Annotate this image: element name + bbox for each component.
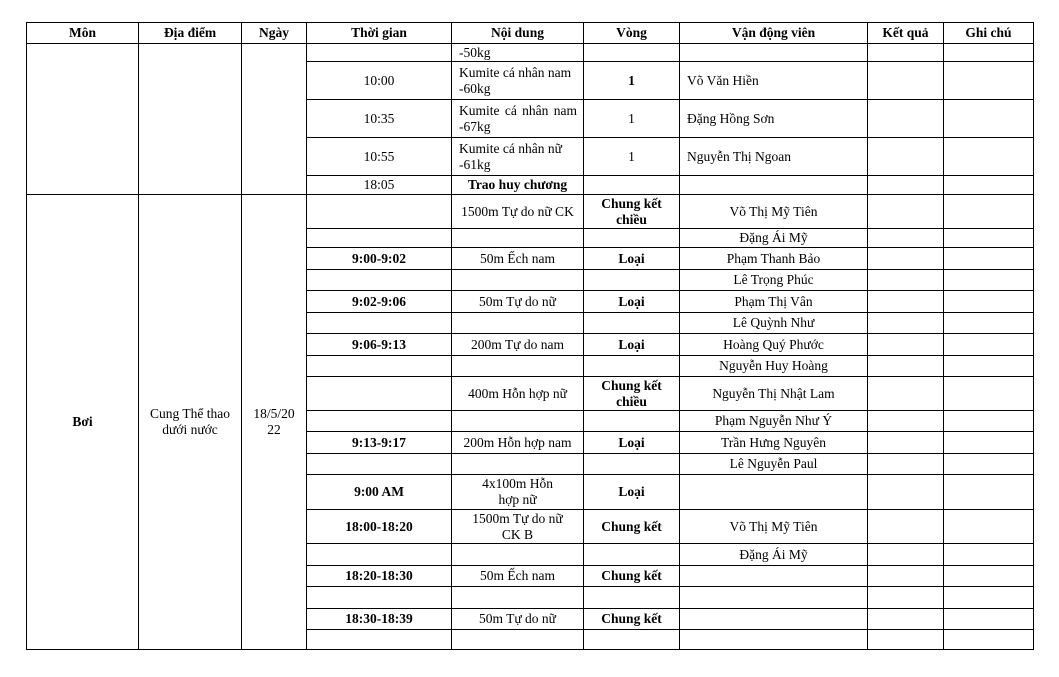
round-cell	[584, 44, 680, 62]
result-cell	[868, 454, 944, 475]
round-cell: 1	[584, 100, 680, 138]
result-cell	[868, 475, 944, 510]
col-header-content: Nội dung	[452, 23, 584, 44]
table-row	[27, 195, 1034, 229]
time-cell	[307, 270, 452, 291]
note-cell	[944, 100, 1034, 138]
content-cell: 400m Hỗn hợp nữ	[452, 377, 584, 411]
note-cell	[944, 270, 1034, 291]
time-cell: 9:06-9:13	[307, 334, 452, 356]
result-cell	[868, 630, 944, 650]
result-cell	[868, 544, 944, 566]
note-cell	[944, 334, 1034, 356]
result-cell	[868, 432, 944, 454]
athlete-cell: Lê Nguyễn Paul	[680, 454, 868, 475]
date-cell-karate	[242, 44, 307, 195]
result-cell	[868, 587, 944, 609]
content-cell	[452, 587, 584, 609]
athlete-cell: Đặng Ái Mỹ	[680, 544, 868, 566]
athlete-cell	[680, 587, 868, 609]
athlete-cell: Lê Quỳnh Như	[680, 313, 868, 334]
sport-cell-karate	[27, 44, 139, 195]
content-cell	[452, 356, 584, 377]
round-cell: Loại	[584, 291, 680, 313]
content-cell: -50kg	[452, 44, 584, 62]
time-cell	[307, 411, 452, 432]
athlete-cell: Đặng Ái Mỹ	[680, 229, 868, 248]
athlete-cell: Phạm Thị Vân	[680, 291, 868, 313]
note-cell	[944, 544, 1034, 566]
table-row	[27, 44, 1034, 62]
athlete-cell	[680, 176, 868, 195]
note-cell	[944, 475, 1034, 510]
result-cell	[868, 510, 944, 544]
content-cell: 1500m Tự do nữ CK	[452, 195, 584, 229]
note-cell	[944, 356, 1034, 377]
time-cell	[307, 630, 452, 650]
col-header-result: Kết quả	[868, 23, 944, 44]
time-cell	[307, 44, 452, 62]
round-cell	[584, 270, 680, 291]
note-cell	[944, 432, 1034, 454]
athlete-cell: Nguyễn Thị Nhật Lam	[680, 377, 868, 411]
result-cell	[868, 100, 944, 138]
content-cell	[452, 270, 584, 291]
round-cell: Chung kết chiều	[584, 377, 680, 411]
col-header-time: Thời gian	[307, 23, 452, 44]
content-cell	[452, 630, 584, 650]
col-header-sport: Môn	[27, 23, 139, 44]
note-cell	[944, 377, 1034, 411]
content-text: 1500m Tự do nữ CK B	[472, 510, 563, 542]
note-cell	[944, 609, 1034, 630]
note-cell	[944, 411, 1034, 432]
result-cell	[868, 270, 944, 291]
time-cell: 9:00-9:02	[307, 248, 452, 270]
note-cell	[944, 138, 1034, 176]
venue-cell-karate	[139, 44, 242, 195]
time-cell	[307, 356, 452, 377]
content-cell	[452, 313, 584, 334]
note-cell	[944, 566, 1034, 587]
result-cell	[868, 229, 944, 248]
round-cell: Chung kết	[584, 510, 680, 544]
athlete-cell	[680, 44, 868, 62]
content-cell: Trao huy chương	[452, 176, 584, 195]
round-cell: 1	[584, 138, 680, 176]
content-cell: 50m Ếch nam	[452, 248, 584, 270]
col-header-venue: Địa điểm	[139, 23, 242, 44]
result-cell	[868, 411, 944, 432]
content-cell	[452, 510, 584, 544]
note-cell	[944, 195, 1034, 229]
result-cell	[868, 566, 944, 587]
content-cell: 50m Tự do nữ	[452, 609, 584, 630]
round-cell	[584, 411, 680, 432]
round-cell	[584, 229, 680, 248]
result-cell	[868, 356, 944, 377]
col-header-round: Vòng	[584, 23, 680, 44]
round-cell: Chung kết chiều	[584, 195, 680, 229]
round-cell	[584, 356, 680, 377]
result-cell	[868, 334, 944, 356]
round-cell	[584, 176, 680, 195]
athlete-cell	[680, 475, 868, 510]
content-cell	[452, 475, 584, 510]
athlete-cell	[680, 630, 868, 650]
result-cell	[868, 44, 944, 62]
date-cell-swimming	[242, 195, 307, 650]
result-cell	[868, 313, 944, 334]
round-cell	[584, 544, 680, 566]
schedule-table	[26, 22, 1034, 650]
time-cell: 18:00-18:20	[307, 510, 452, 544]
athlete-cell: Hoàng Quý Phước	[680, 334, 868, 356]
content-cell	[452, 454, 584, 475]
athlete-cell	[680, 566, 868, 587]
time-cell: 18:20-18:30	[307, 566, 452, 587]
note-cell	[944, 510, 1034, 544]
result-cell	[868, 248, 944, 270]
athlete-cell: Nguyễn Huy Hoàng	[680, 356, 868, 377]
round-cell: Loại	[584, 334, 680, 356]
col-header-athlete: Vận động viên	[680, 23, 868, 44]
note-cell	[944, 630, 1034, 650]
result-cell	[868, 609, 944, 630]
content-cell: 200m Hỗn hợp nam	[452, 432, 584, 454]
round-cell: Chung kết	[584, 609, 680, 630]
note-cell	[944, 62, 1034, 100]
time-cell	[307, 229, 452, 248]
round-cell	[584, 454, 680, 475]
round-cell: Loại	[584, 432, 680, 454]
athlete-cell: Nguyễn Thị Ngoan	[680, 138, 868, 176]
note-cell	[944, 587, 1034, 609]
round-cell: Loại	[584, 475, 680, 510]
time-cell	[307, 313, 452, 334]
round-cell	[584, 630, 680, 650]
athlete-cell: Phạm Thanh Bảo	[680, 248, 868, 270]
athlete-cell: Võ Văn Hiền	[680, 62, 868, 100]
col-header-date: Ngày	[242, 23, 307, 44]
time-cell	[307, 587, 452, 609]
athlete-cell: Phạm Nguyễn Như Ý	[680, 411, 868, 432]
note-cell	[944, 229, 1034, 248]
date-text: 18/5/2022	[253, 406, 295, 437]
time-cell: 9:00 AM	[307, 475, 452, 510]
athlete-cell: Đặng Hồng Sơn	[680, 100, 868, 138]
result-cell	[868, 138, 944, 176]
athlete-cell: Võ Thị Mỹ Tiên	[680, 510, 868, 544]
note-cell	[944, 176, 1034, 195]
content-cell: Kumite cá nhân nam -67kg	[452, 100, 584, 138]
time-cell	[307, 195, 452, 229]
content-cell	[452, 411, 584, 432]
note-cell	[944, 44, 1034, 62]
result-cell	[868, 291, 944, 313]
time-cell	[307, 454, 452, 475]
round-cell: Loại	[584, 248, 680, 270]
content-cell: 50m Ếch nam	[452, 566, 584, 587]
content-cell: 200m Tự do nam	[452, 334, 584, 356]
round-cell	[584, 313, 680, 334]
col-header-note: Ghi chú	[944, 23, 1034, 44]
round-cell	[584, 587, 680, 609]
time-cell: 10:55	[307, 138, 452, 176]
header-row	[27, 23, 1034, 44]
content-text: 4x100m Hỗn hợp nữ	[482, 476, 553, 507]
time-cell: 9:13-9:17	[307, 432, 452, 454]
note-cell	[944, 291, 1034, 313]
note-cell	[944, 454, 1034, 475]
time-cell: 10:35	[307, 100, 452, 138]
time-cell: 18:05	[307, 176, 452, 195]
content-cell: Kumite cá nhân nữ -61kg	[452, 138, 584, 176]
time-cell	[307, 377, 452, 411]
note-cell	[944, 313, 1034, 334]
time-cell: 10:00	[307, 62, 452, 100]
content-cell	[452, 229, 584, 248]
round-cell: 1	[584, 62, 680, 100]
sport-cell-swimming: Bơi	[27, 195, 139, 650]
athlete-cell: Lê Trọng Phúc	[680, 270, 868, 291]
time-cell: 18:30-18:39	[307, 609, 452, 630]
athlete-cell: Võ Thị Mỹ Tiên	[680, 195, 868, 229]
time-cell	[307, 544, 452, 566]
result-cell	[868, 62, 944, 100]
time-cell: 9:02-9:06	[307, 291, 452, 313]
result-cell	[868, 195, 944, 229]
content-cell: Kumite cá nhân nam -60kg	[452, 62, 584, 100]
venue-cell-swimming: Cung Thể thao dưới nước	[139, 195, 242, 650]
content-cell	[452, 544, 584, 566]
note-cell	[944, 248, 1034, 270]
athlete-cell	[680, 609, 868, 630]
round-cell: Chung kết	[584, 566, 680, 587]
athlete-cell: Trần Hưng Nguyên	[680, 432, 868, 454]
content-cell: 50m Tự do nữ	[452, 291, 584, 313]
result-cell	[868, 377, 944, 411]
result-cell	[868, 176, 944, 195]
